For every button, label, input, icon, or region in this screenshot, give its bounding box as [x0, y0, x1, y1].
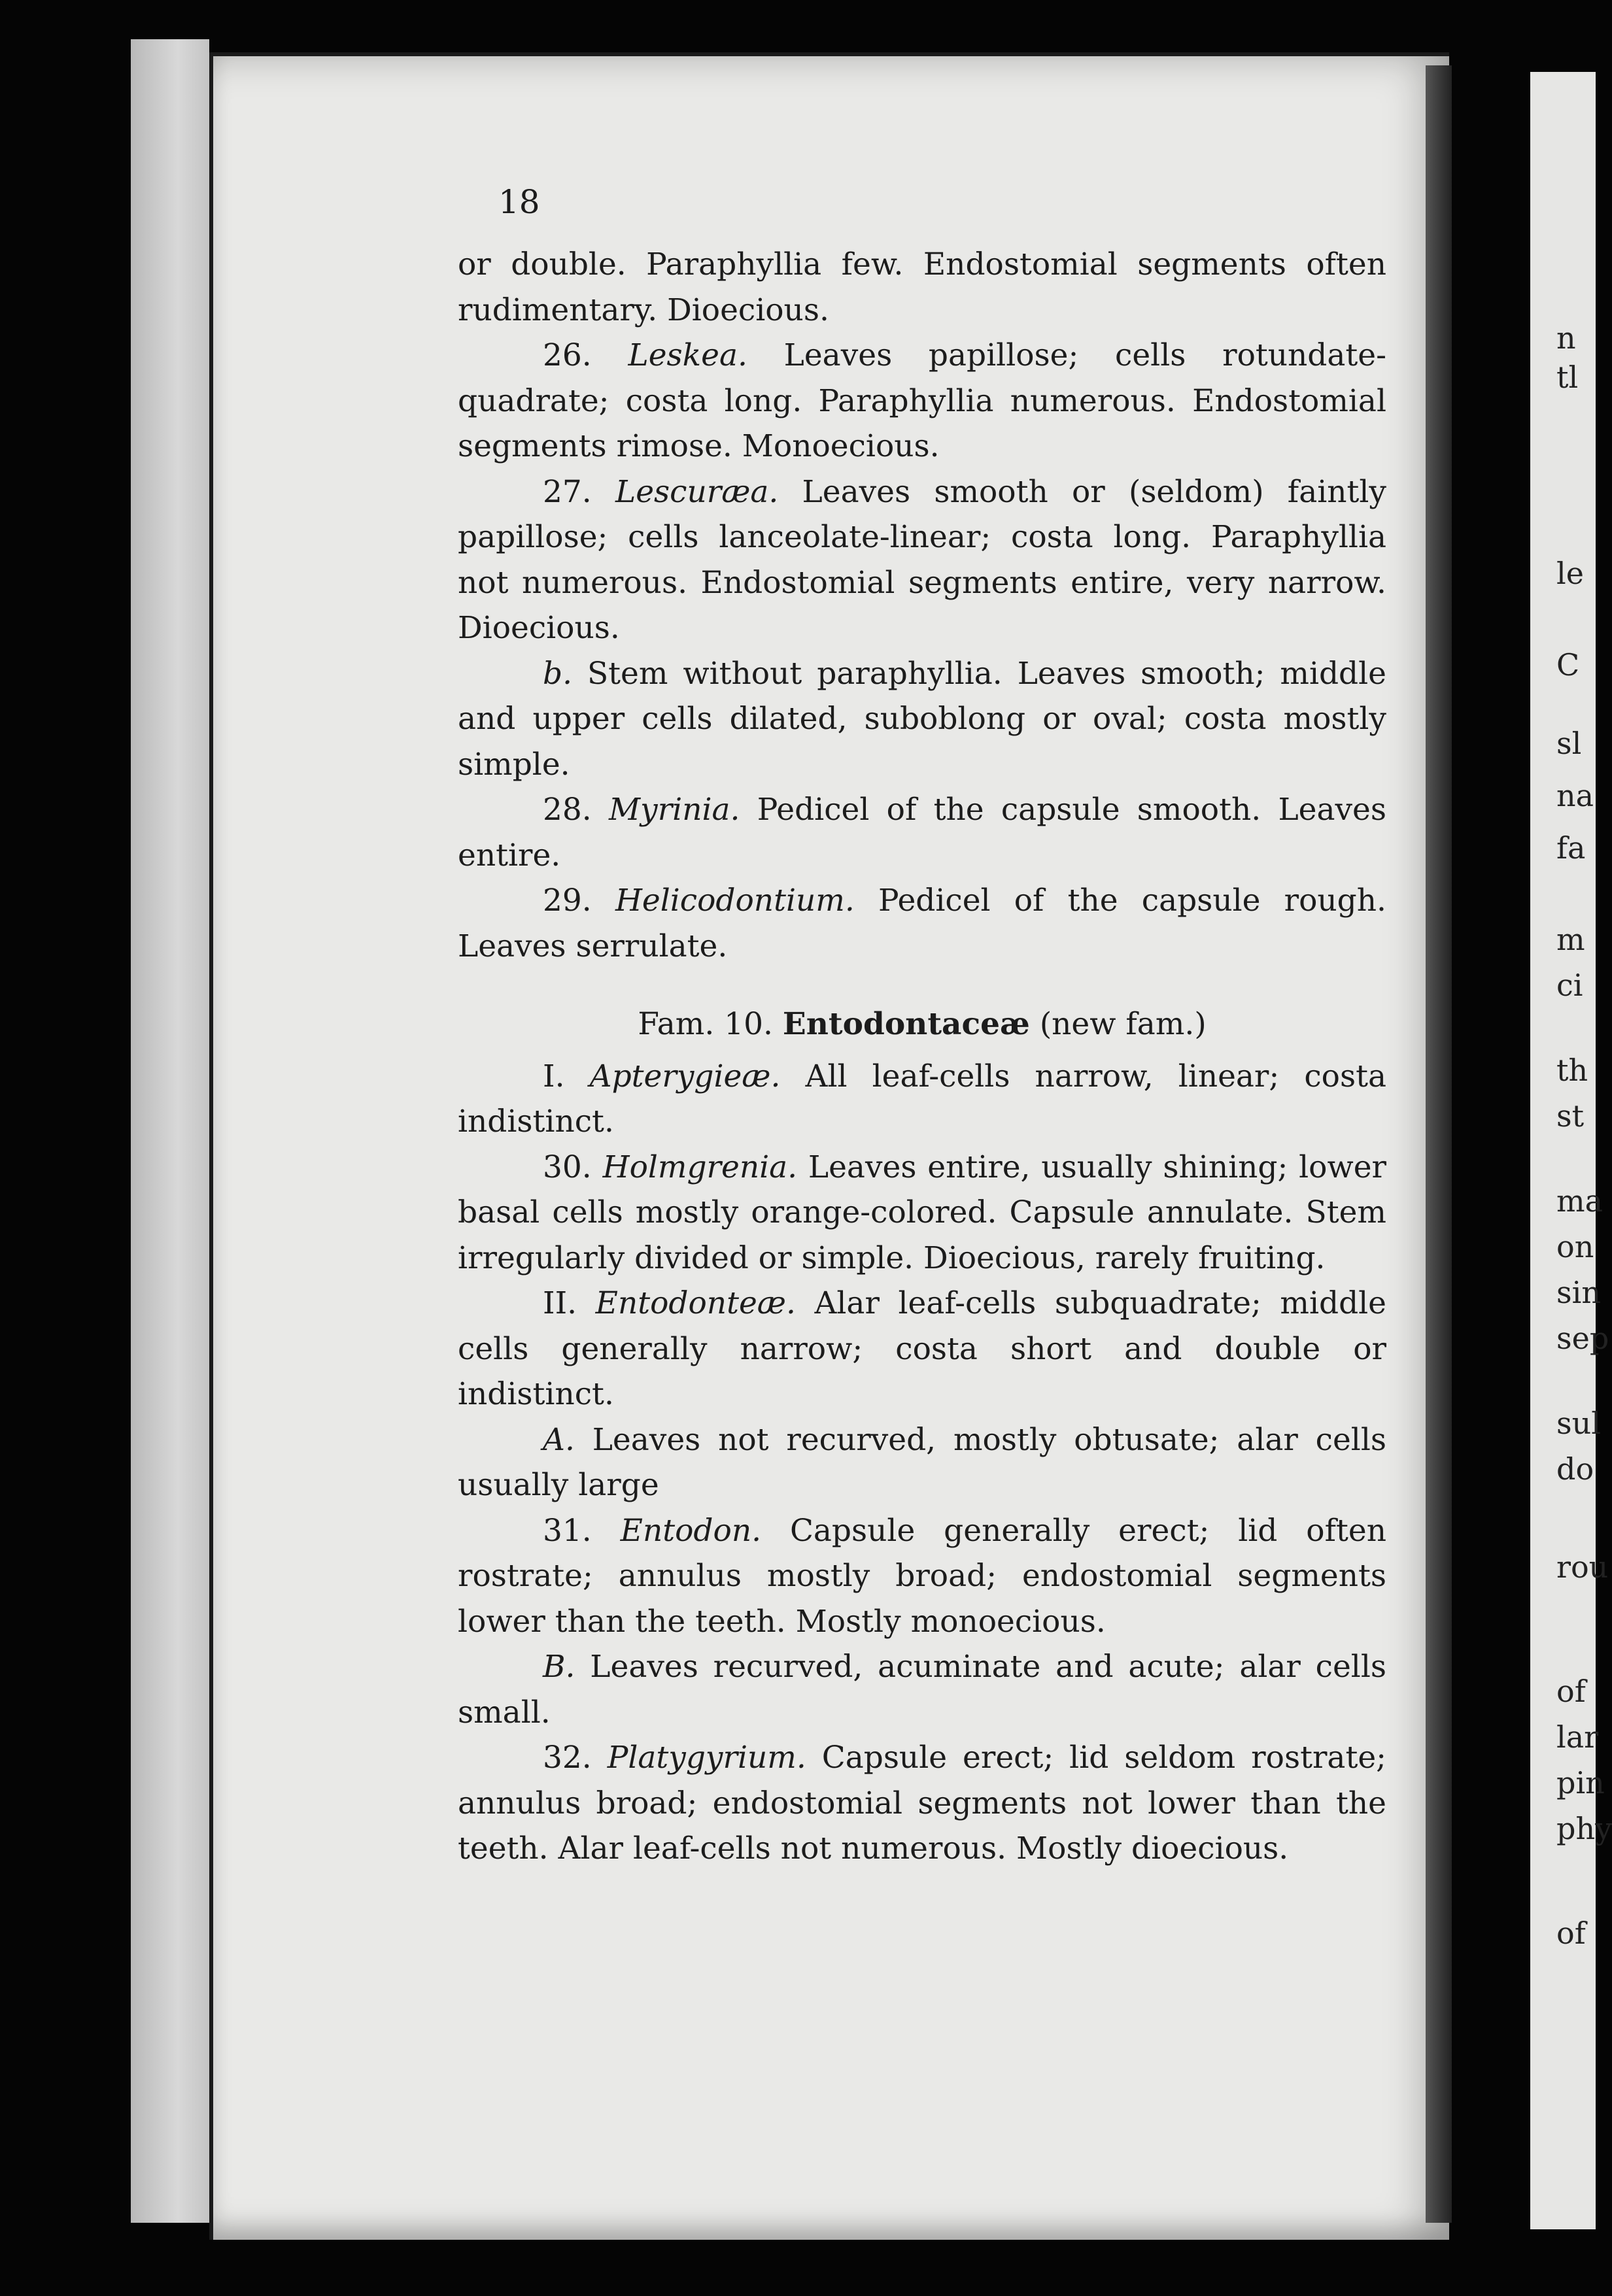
next-page-text-fragment: of — [1556, 1674, 1586, 1709]
paragraph-text: or double. Paraphyllia few. Endostomial segments often rudimentary. Dioecious. — [458, 246, 1386, 328]
genus-name: Platygyrium. — [607, 1740, 806, 1776]
genus-name: Helicodontium. — [615, 883, 855, 919]
next-page-text-fragment: m — [1556, 922, 1585, 957]
entry-number: I. — [543, 1058, 565, 1094]
paragraph-text: All leaf-cells narrow, linear; costa indistinct. — [458, 1058, 1386, 1140]
next-page-text-fragment: n — [1556, 320, 1576, 356]
paragraph-text: Leaves papillose; cells rotundate-quadrate; costa long. Paraphyllia numerous. Endostomial segments rimose. Monoecious. — [458, 337, 1386, 464]
paragraph-text: Capsule erect; lid seldom rostrate; annulus broad; endostomial segments not lower than the teeth. Alar leaf-cells not numerous. Mostly dioecious. — [458, 1740, 1386, 1866]
family-note: (new fam.) — [1039, 1006, 1207, 1042]
entry-number: 30. — [543, 1149, 592, 1185]
entry-number: 32. — [543, 1740, 592, 1776]
paragraph-platygyrium — [458, 1735, 1386, 1872]
paragraph-myrinia — [458, 787, 1386, 878]
next-page-text-fragment: ci — [1556, 968, 1583, 1003]
next-page-text-fragment: of — [1556, 1916, 1586, 1951]
entry-number: 29. — [543, 883, 592, 919]
next-page-text-fragment: sl — [1556, 726, 1582, 761]
next-page-text-fragment: sin — [1556, 1275, 1601, 1310]
page-gutter-shadow — [1426, 65, 1452, 2223]
family-number: Fam. 10. — [638, 1006, 773, 1042]
next-page-text-fragment: sul — [1556, 1406, 1601, 1441]
paragraph-text: Leaves entire, usually shining; lower basal cells mostly orange-colored. Capsule annulate. Stem irregularly divided or simple. Dioecious, rarely fruiting. — [458, 1149, 1386, 1276]
paragraph-subgroup-a — [458, 1417, 1386, 1508]
next-page-text-fragment: lar — [1556, 1719, 1599, 1755]
family-heading — [458, 1002, 1386, 1047]
next-page-text-fragment: on — [1556, 1229, 1594, 1264]
entry-number: B. — [543, 1649, 575, 1685]
next-page-text-fragment: th — [1556, 1053, 1588, 1088]
genus-name: Leskea. — [628, 337, 747, 373]
paragraph-holmgrenia — [458, 1145, 1386, 1281]
entry-number: b. — [543, 655, 573, 692]
paragraph-text: Stem without paraphyllia. Leaves smooth; middle and upper cells dilated, suboblong or oval; costa mostly simple. — [458, 655, 1386, 783]
next-page-text-fragment: st — [1556, 1098, 1585, 1134]
paragraph-subgroup-b2 — [458, 1644, 1386, 1735]
next-page-text-fragment: phy — [1556, 1811, 1612, 1846]
entry-number: 27. — [543, 473, 592, 510]
next-page-text-fragment: do — [1556, 1451, 1594, 1487]
paragraph-leskea — [458, 333, 1386, 469]
previous-page-edge — [131, 39, 209, 2223]
genus-name: Lescuræa. — [615, 473, 779, 510]
page-number: 18 — [498, 183, 540, 221]
entry-number: II. — [543, 1285, 577, 1321]
next-page-text-fragment: pin — [1556, 1765, 1605, 1800]
next-page-fragment — [1530, 72, 1612, 2229]
next-page-text-fragment: fa — [1556, 830, 1586, 866]
entry-number: 26. — [543, 337, 592, 373]
paragraph-text: Alar leaf-cells subquadrate; middle cells generally narrow; costa short and double or indistinct. — [458, 1285, 1386, 1412]
paragraph-apterygieae — [458, 1054, 1386, 1145]
next-page-text-fragment: na — [1556, 778, 1594, 813]
family-name: Entodontaceæ — [782, 1006, 1030, 1042]
paragraph-lescuraea — [458, 469, 1386, 651]
paragraph-text: Leaves not recurved, mostly obtusate; alar cells usually large — [458, 1421, 1386, 1503]
paragraph-subgroup-b — [458, 651, 1386, 788]
paragraph-entodonteae — [458, 1281, 1386, 1417]
paragraph-text: Leaves smooth or (seldom) faintly papillose; cells lanceolate-linear; costa long. Paraphyllia not numerous. Endostomial segments entire, very narrow. Dioecious. — [458, 473, 1386, 646]
entry-number: 28. — [543, 792, 592, 828]
entry-number: 31. — [543, 1512, 592, 1549]
genus-name: Entodon. — [620, 1512, 762, 1549]
next-page-text-fragment: tl — [1556, 360, 1579, 395]
genus-name: Entodonteæ. — [595, 1285, 796, 1321]
next-page-text-fragment: C — [1556, 647, 1580, 683]
paragraph-text: Pedicel of the capsule rough. Leaves serrulate. — [458, 883, 1386, 964]
next-page-text-fragment: rou — [1556, 1549, 1609, 1585]
page-body — [458, 242, 1386, 1872]
next-page-text-fragment: sep — [1556, 1321, 1609, 1356]
next-page-text-fragment: ma — [1556, 1183, 1603, 1219]
entry-number: A. — [543, 1421, 575, 1458]
paragraph-helicodontium — [458, 878, 1386, 969]
genus-name: Apterygieæ. — [589, 1058, 781, 1094]
paragraph-text: Leaves recurved, acuminate and acute; alar cells small. — [458, 1649, 1386, 1730]
genus-name: Holmgrenia. — [602, 1149, 798, 1185]
paragraph-entodon — [458, 1508, 1386, 1645]
genus-name: Myrinia. — [609, 792, 740, 828]
next-page-text-fragment: le — [1556, 556, 1584, 591]
paragraph-continuation — [458, 242, 1386, 333]
paragraph-text: Pedicel of the capsule smooth. Leaves entire. — [458, 792, 1386, 873]
paragraph-text: Capsule generally erect; lid often rostrate; annulus mostly broad; endostomial segments lower than the teeth. Mostly monoecious. — [458, 1512, 1386, 1640]
